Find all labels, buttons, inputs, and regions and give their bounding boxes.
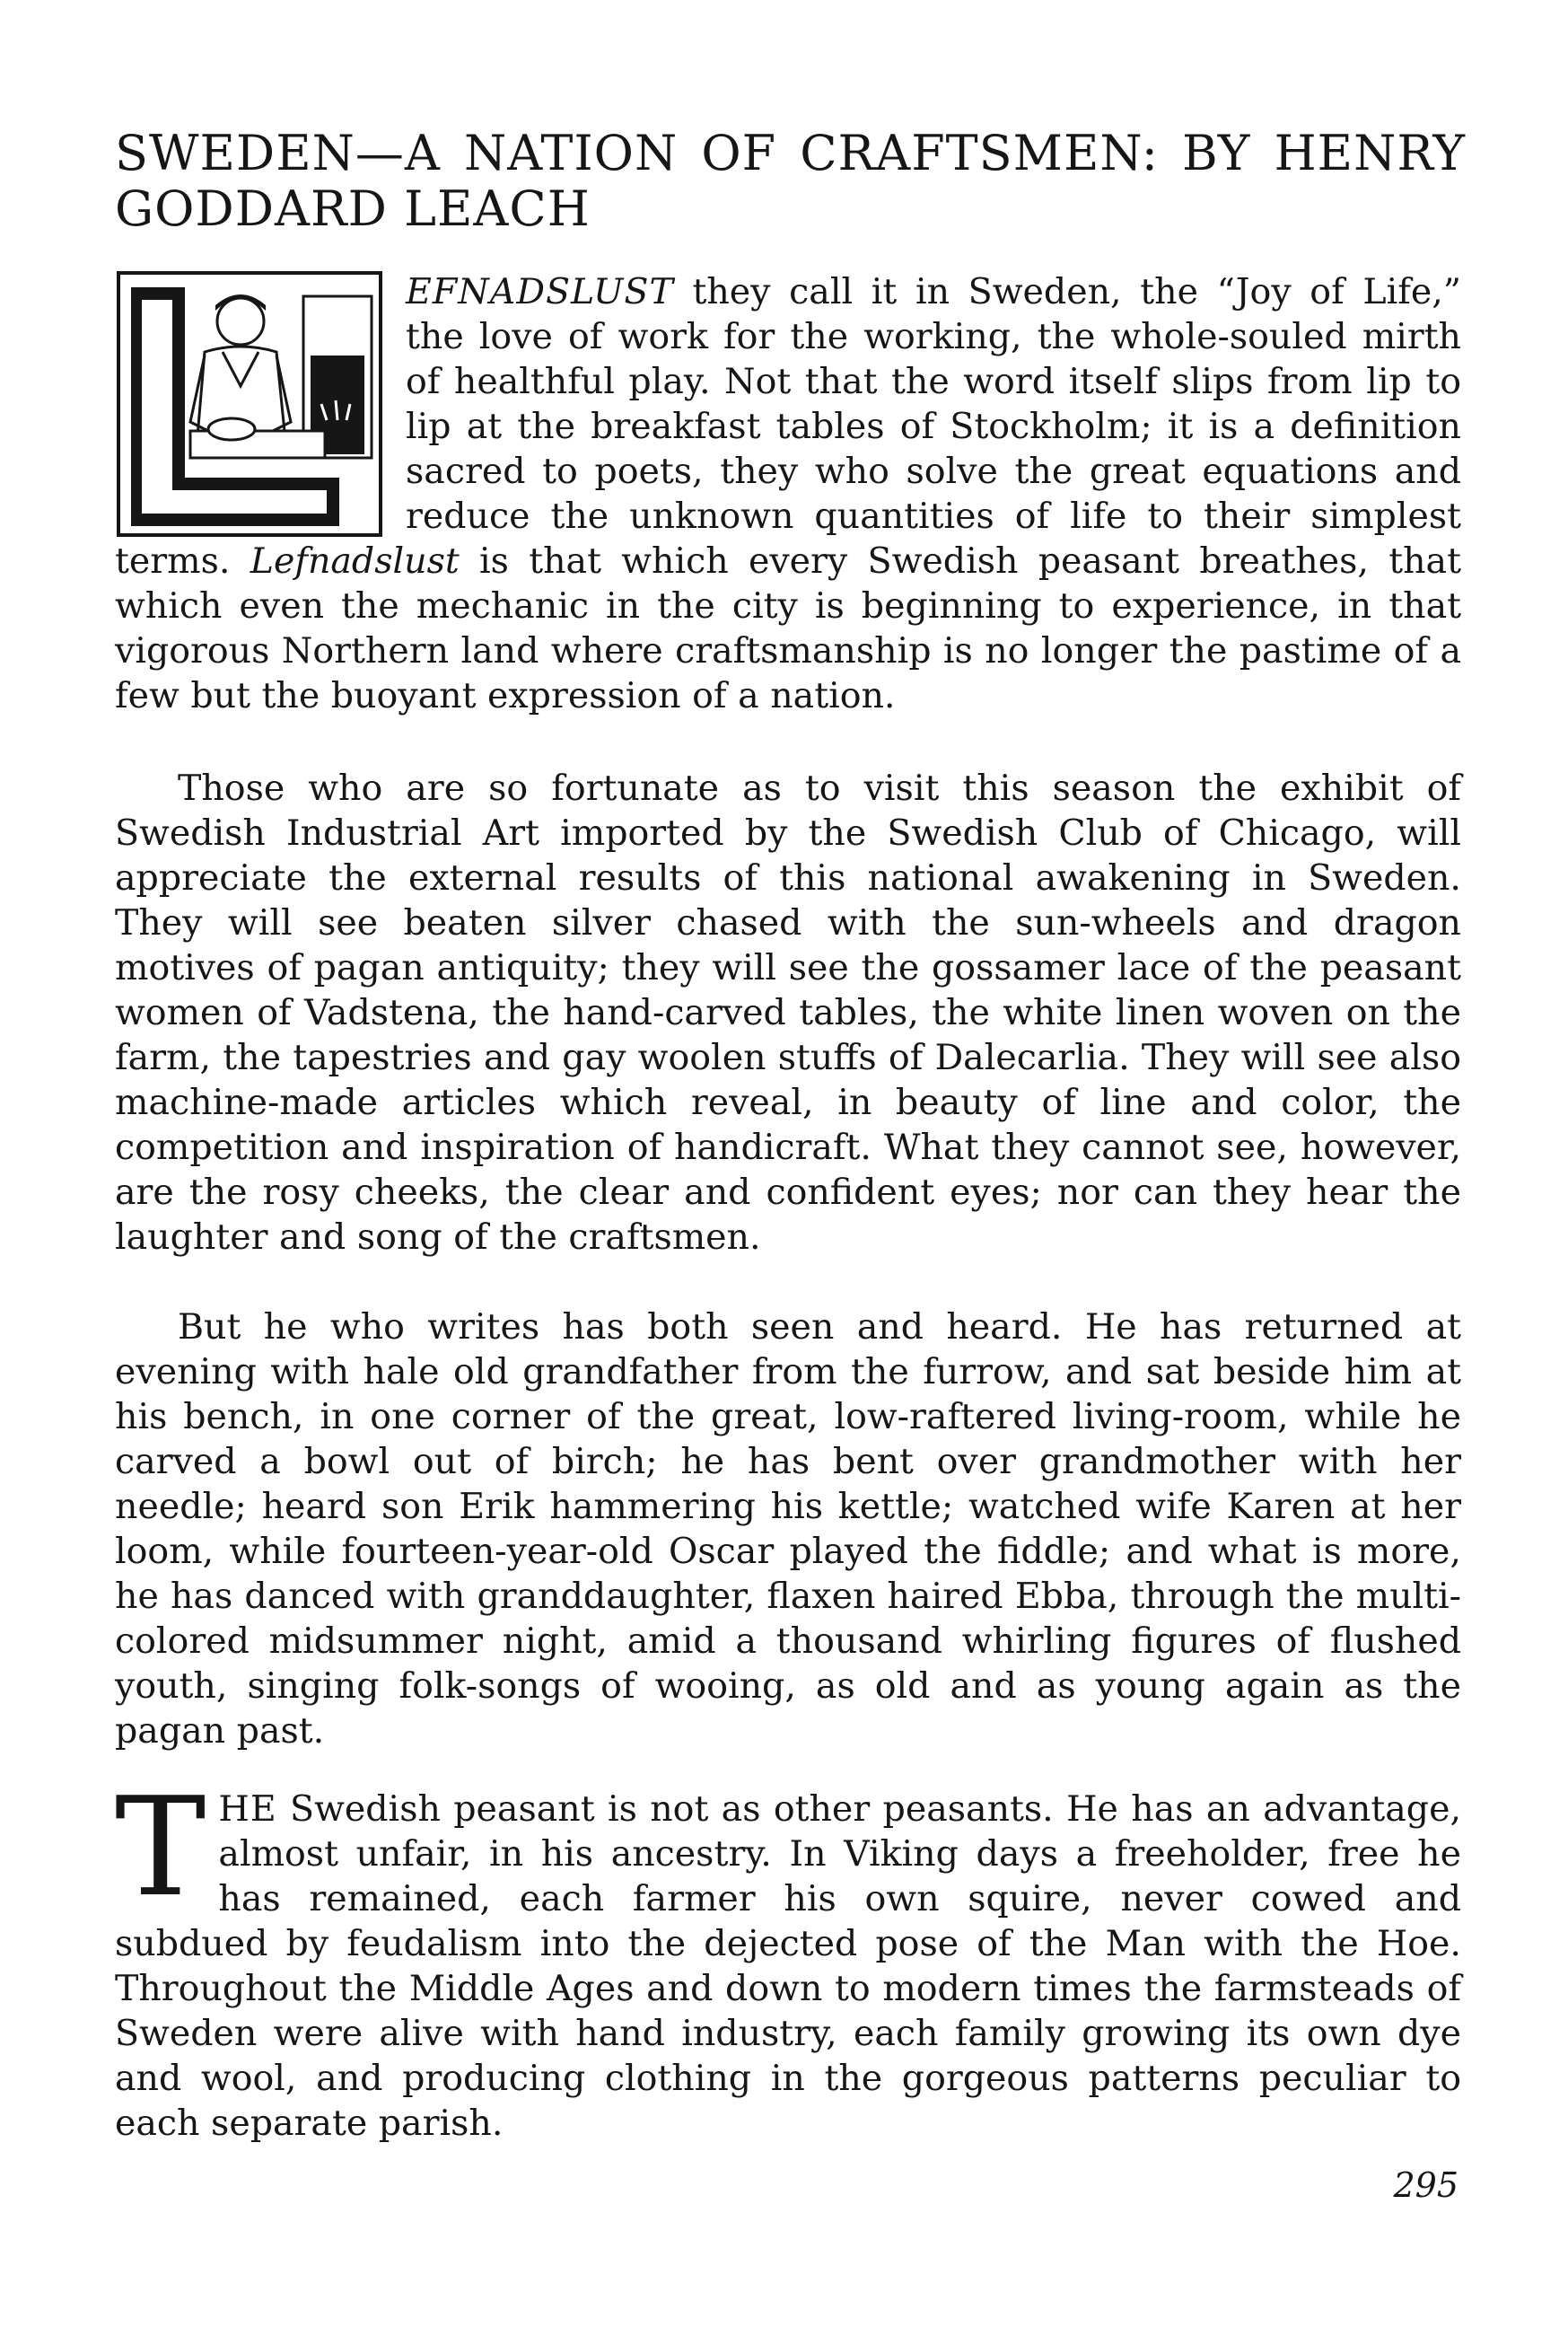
article-title: SWEDEN—A NATION OF CRAFTSMEN: BY HENRY GODDARD LEACH: [115, 125, 1466, 237]
paragraph-3: But he who writes has both seen and heard. He has returned at evening with hale old grandfather from the furrow, and sat beside him at his bench, in one corner of the great, low-raftered living-room, while he carved a bowl out of birch; he has bent over grandmother with her needle; heard son Erik hammering his kettle; watched wife Karen at her loom, while fourteen-year-old Oscar played the fiddle; and what is more, he has danced with granddaughter, flaxen haired Ebba, through the multi-colored midsummer night, amid a thousand whirling figures of flushed youth, singing folk-songs of wooing, as old and as young again as the pagan past.: [115, 1306, 1461, 1752]
paragraph-1-text-a: they call it in Sweden, the “Joy of Life,” the love of work for the working, the whole-souled mirth of healthful play. Not that the word itself slips from lip to lip at the breakfast tables of Stockholm; it is a definition sacred to poets, they who solve the great equations and reduce the unknown quantities of life to their simplest terms.: [115, 271, 1461, 582]
lead-word: EFNADSLUST: [406, 271, 674, 312]
paragraph-4: [115, 1768, 1461, 2146]
craftsman-illustration: [115, 269, 384, 539]
paragraph-1-text-b: is that which every Swedish peasant breathes, that which even the mechanic in the city is beginning to experience, in that vigorous Northern land where craftsmanship is no longer the pastime of a few but the buoyant expression of a nation.: [115, 540, 1461, 716]
paragraph-1: [115, 269, 1461, 718]
illustrated-initial-L: [115, 269, 384, 539]
paragraph-4-text: Swedish peasant is not as other peasants. He has an advantage, almost unfair, in his ancestry. In Viking days a freeholder, free he has remained, each farmer his own squire, never cowed and subdued by feudalism into the dejected pose of the Man with the Hoe. Throughout the Middle Ages and down to modern times the farmsteads of Sweden were alive with hand industry, each family growing its own dye and wool, and producing clothing in the gorgeous patterns peculiar to each separate parish.: [115, 1788, 1461, 2144]
paragraph-4-lead: HE: [218, 1788, 277, 1830]
paragraph-2: Those who are so fortunate as to visit this season the exhibit of Swedish Industrial Art imported by the Swedish Club of Chicago, will appreciate the external results of this national awakening in Sweden. They will see beaten silver chased with the sun-wheels and dragon motives of pagan antiquity; they will see the gossamer lace of the peasant women of Vadstena, the hand-carved tables, the white linen woven on the farm, the tapestries and gay woolen stuffs of Dalecarlia. They will see also machine-made articles which reveal, in beauty of line and color, the competition and inspiration of handicraft. What they cannot see, however, are the rosy cheeks, the clear and confident eyes; nor can they hear the laughter and song of the craftsmen.: [115, 768, 1461, 1258]
page-number: 295: [1393, 2165, 1459, 2205]
drop-cap-T: T: [115, 1768, 206, 1927]
lefnadslust-term: Lefnadslust: [250, 540, 460, 582]
